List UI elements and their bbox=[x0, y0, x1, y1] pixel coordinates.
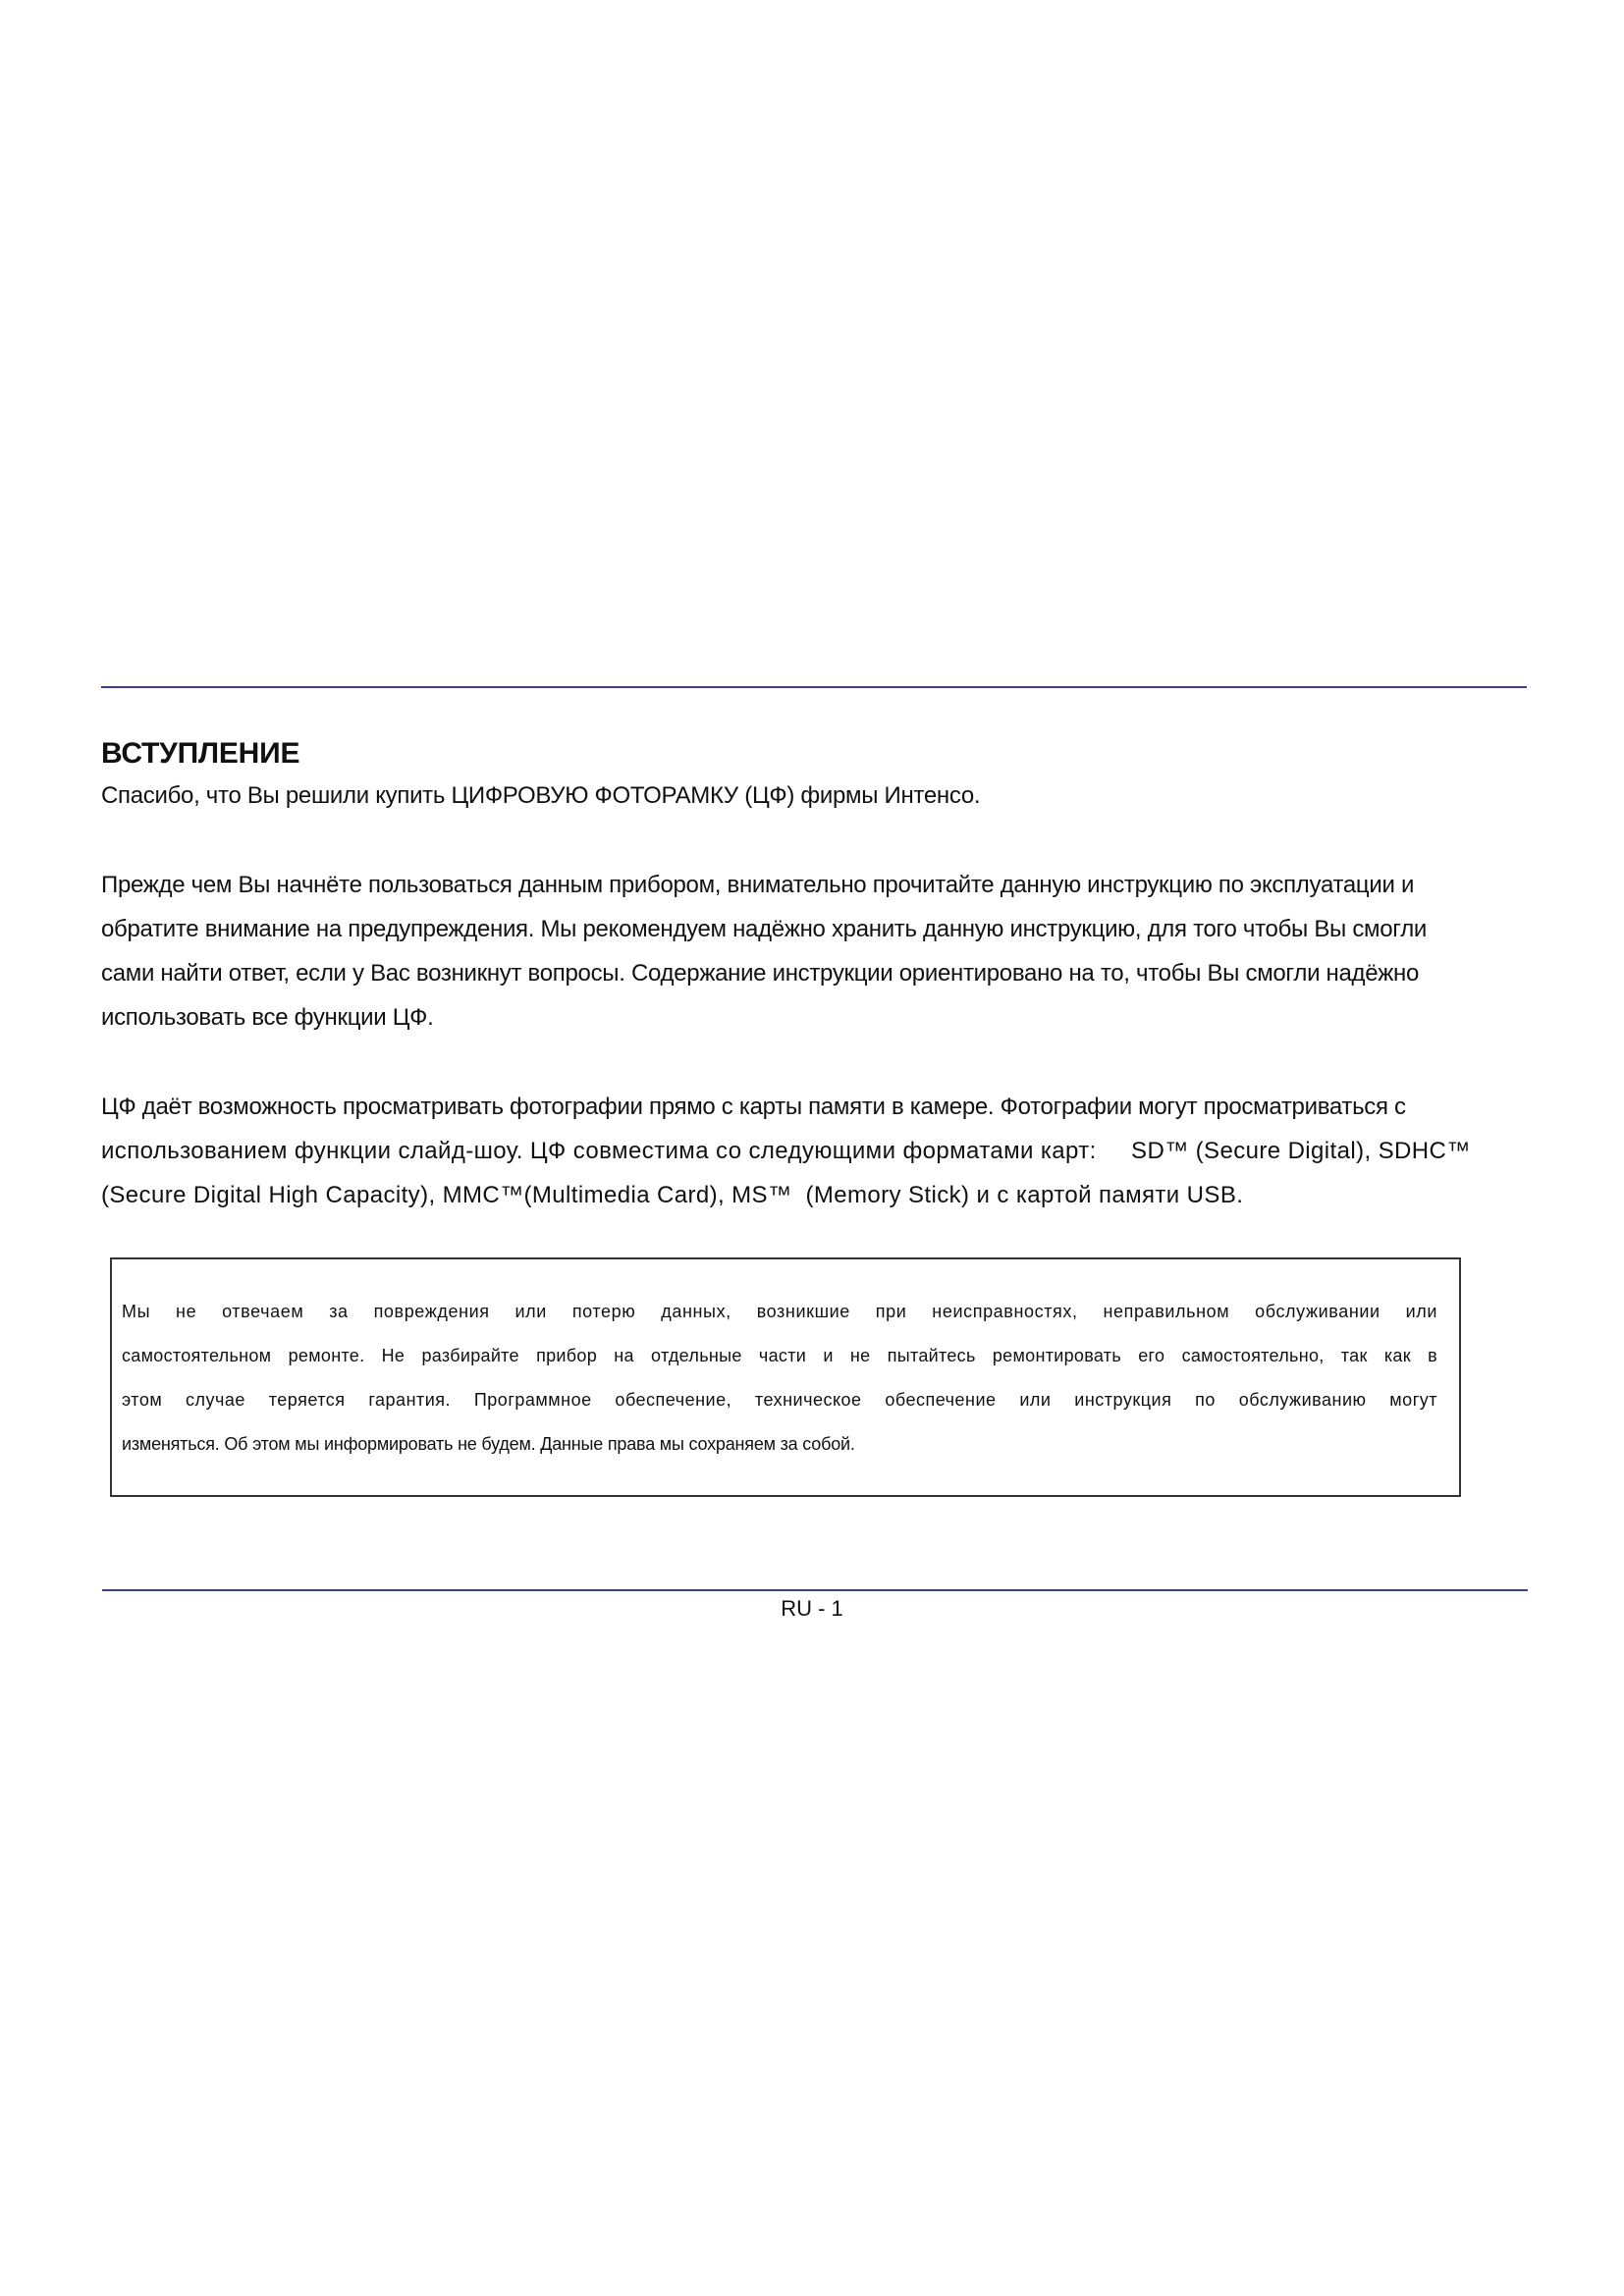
intro-paragraph: Спасибо, что Вы решили купить ЦИФРОВУЮ ФОТОРАМКУ (ЦФ) фирмы Интенсо. bbox=[101, 782, 981, 809]
paragraph-line: Прежде чем Вы начнёте пользоваться данным прибором, внимательно прочитайте данную инструкцию по эксплуатации и bbox=[101, 872, 1415, 898]
disclaimer-line: изменяться. Об этом мы информировать не будем. Данные права мы сохраняем за собой. bbox=[122, 1434, 855, 1454]
paragraph-line: использовать все функции ЦФ. bbox=[101, 1004, 434, 1031]
document-body bbox=[101, 734, 1535, 1217]
section-heading: ВСТУПЛЕНИЕ bbox=[101, 737, 300, 770]
disclaimer-line: Мы не отвечаем за повреждения или потерю данных, возникшие при неисправностях, неправильном обслуживании или bbox=[122, 1302, 1437, 1321]
paragraph-line: использованием функции слайд-шоу. ЦФ совместима со следующими форматами карт: SD™ (Secure Digital), SDHC™ bbox=[101, 1138, 1471, 1164]
frame-features-paragraph bbox=[101, 1085, 1535, 1217]
bottom-divider bbox=[102, 1589, 1528, 1591]
paragraph-line: ЦФ даёт возможность просматривать фотографии прямо с карты памяти в камере. Фотографии могут просматриваться с bbox=[101, 1094, 1406, 1120]
disclaimer-line: самостоятельном ремонте. Не разбирайте прибор на отдельные части и не пытайтесь ремонтировать его самостоятельно, так как в bbox=[122, 1346, 1437, 1365]
disclaimer-text bbox=[122, 1290, 1437, 1467]
before-use-paragraph bbox=[101, 863, 1535, 1040]
disclaimer-box bbox=[110, 1257, 1461, 1497]
paragraph-line: обратите внимание на предупреждения. Мы рекомендуем надёжно хранить данную инструкцию, для того чтобы Вы смогли bbox=[101, 916, 1428, 942]
page-number: RU - 1 bbox=[781, 1596, 843, 1621]
top-divider bbox=[101, 686, 1527, 688]
paragraph-line: (Secure Digital High Capacity), MMC™(Multimedia Card), MS™ (Memory Stick) и с картой памяти USB. bbox=[101, 1182, 1244, 1208]
paragraph-line: сами найти ответ, если у Вас возникнут вопросы. Содержание инструкции ориентировано на то, чтобы Вы смогли надёжно bbox=[101, 960, 1420, 987]
disclaimer-line: этом случае теряется гарантия. Программное обеспечение, техническое обеспечение или инструкция по обслуживанию могут bbox=[122, 1390, 1437, 1410]
